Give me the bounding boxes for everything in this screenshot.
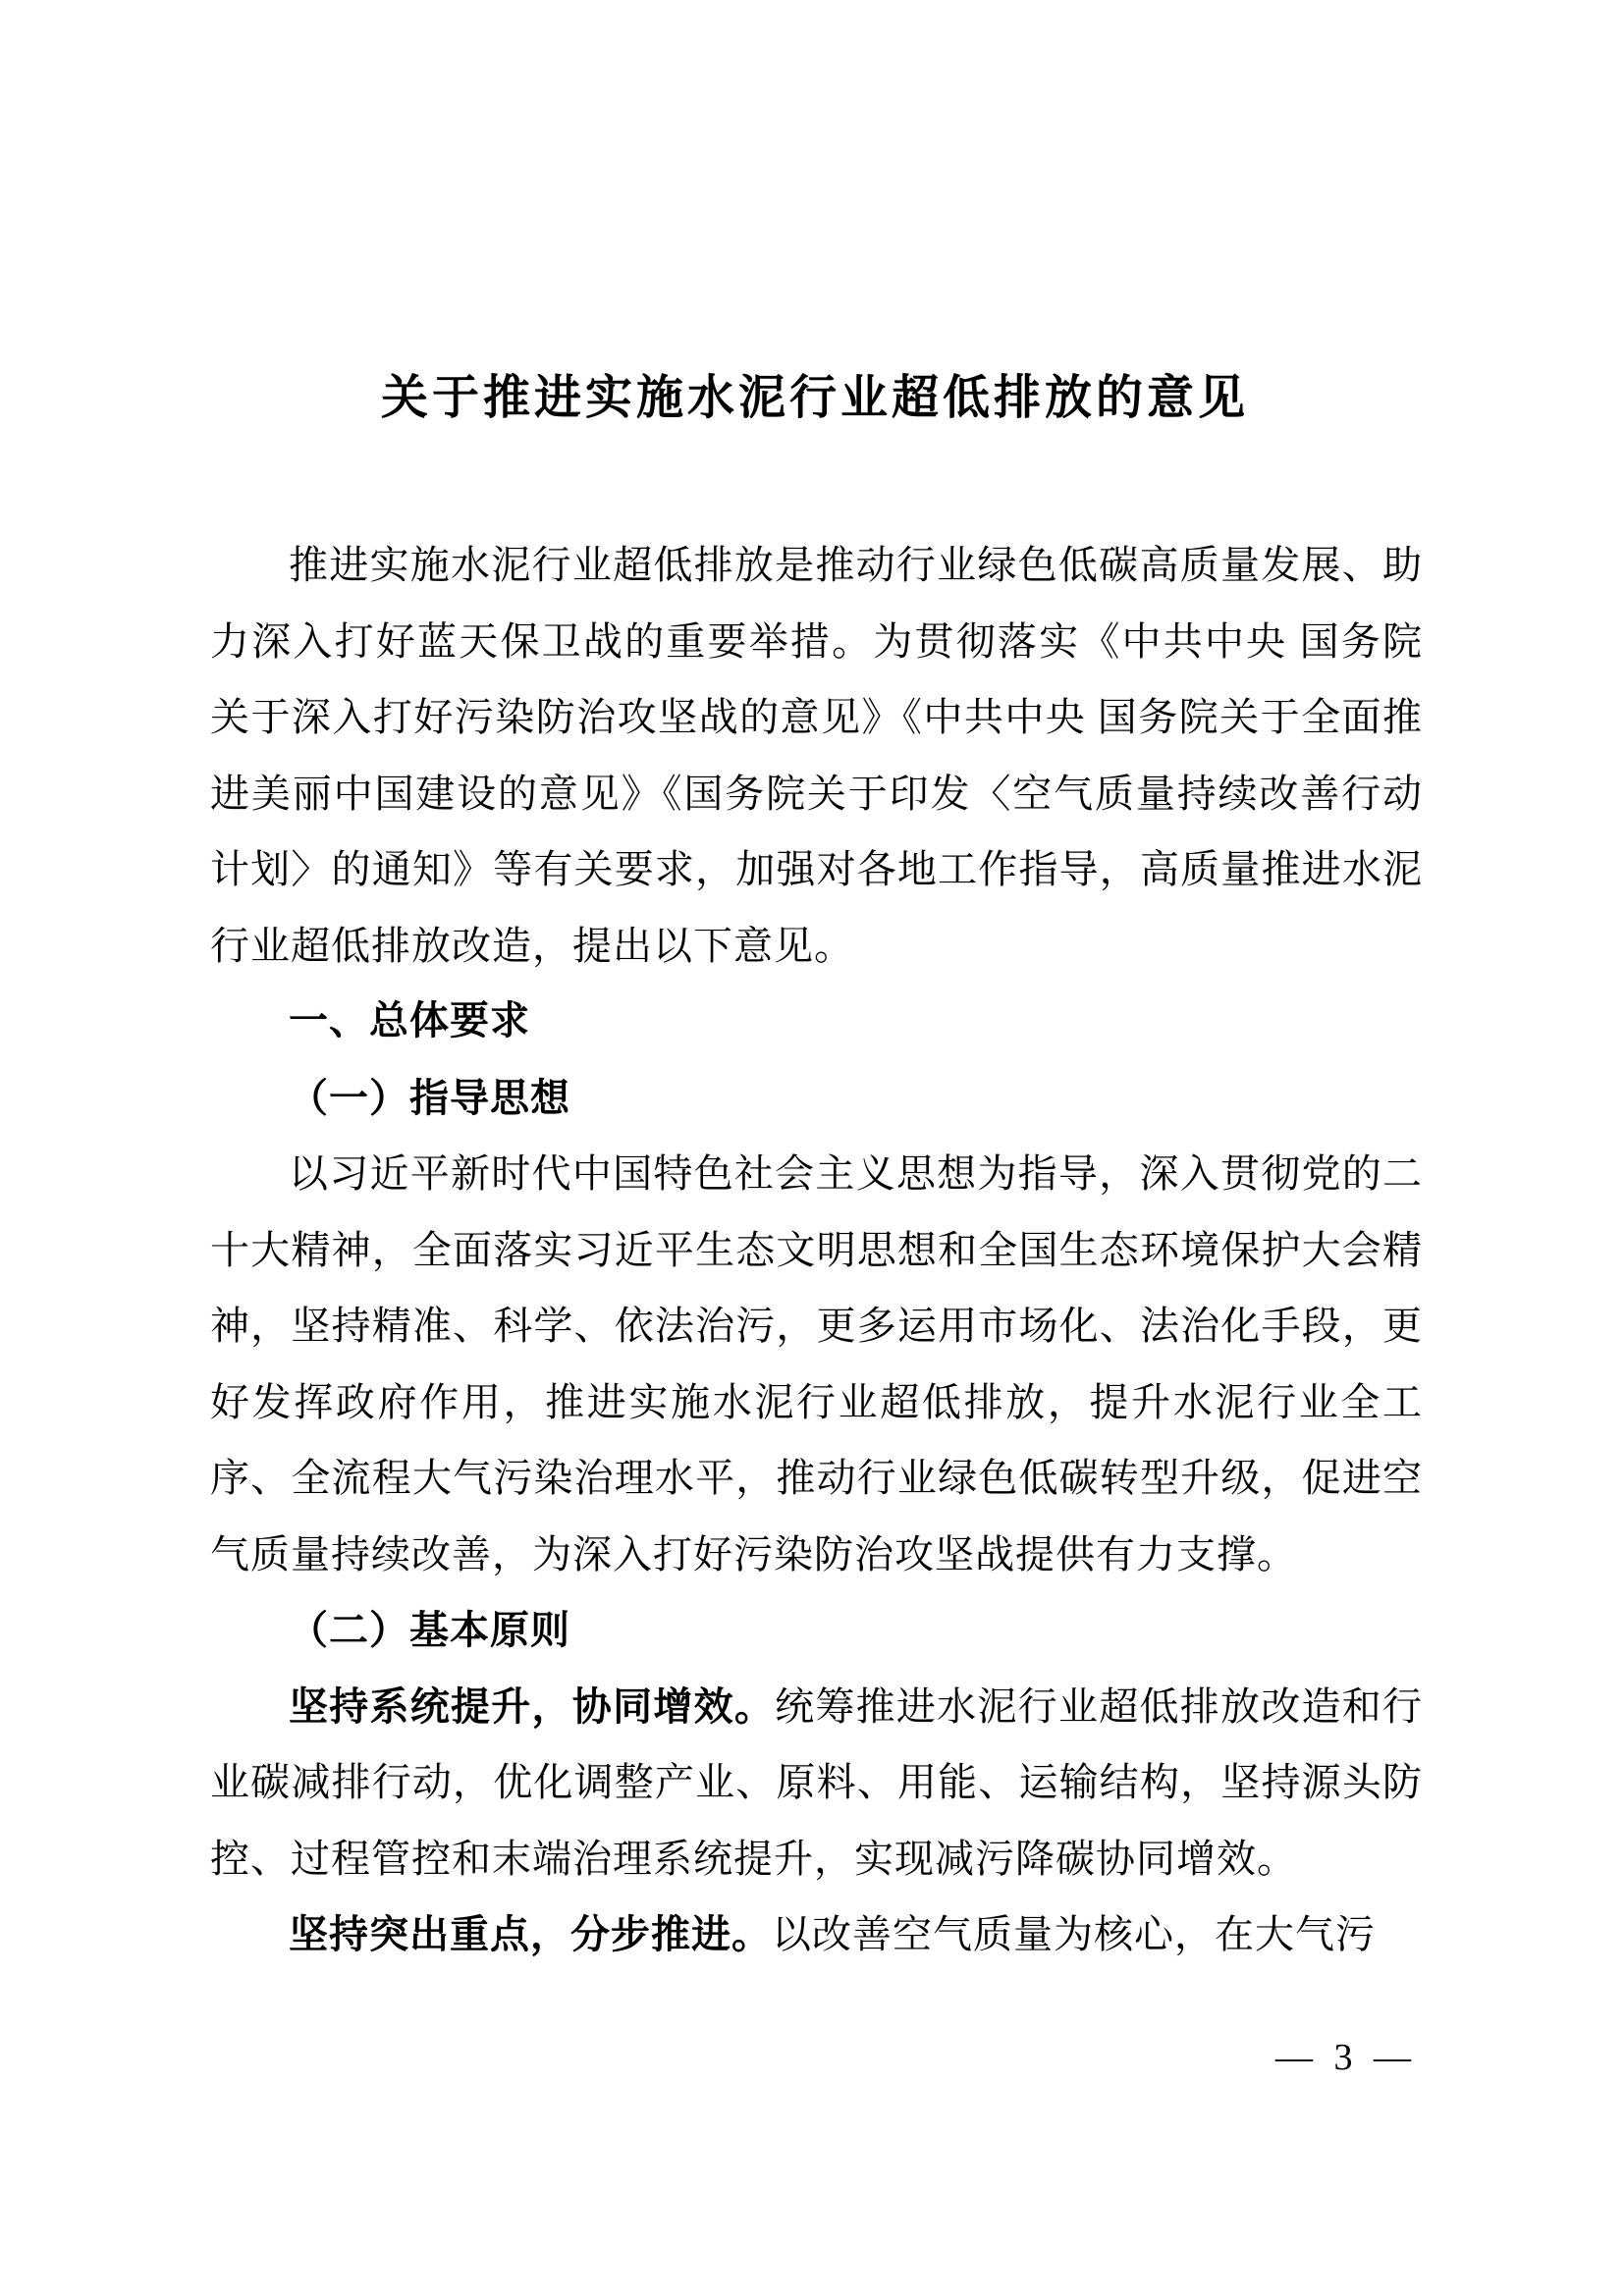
- paragraph-lead: 坚持突出重点，分步推进。: [289, 1912, 772, 1956]
- paragraph: 坚持突出重点，分步推进。以改善空气质量为核心，在大气污: [289, 1912, 1376, 1956]
- document-title: 关于推进实施水泥行业超低排放的意见: [380, 372, 1249, 424]
- paragraph: 推进实施水泥行业超低排放是推动行业绿色低碳高质量发展、助力深入打好蓝天保卫战的重要举措。为贯彻落实《中共中央 国务院关于深入打好污染防治攻坚战的意见》《中共中央 国务院关于全面推进美丽中国建设的意见》《国务院关于印发〈空气质量持续改善行动计划〉的通知》等有关要求，加强对各地工作指导，高质量推进水泥行业超低排放改造，提出以下意见。: [210, 543, 1423, 968]
- paragraph: 以习近平新时代中国特色社会主义思想为指导，深入贯彻党的二十大精神，全面落实习近平生态文明思想和全国生态环境保护大会精神，坚持精准、科学、依法治污，更多运用市场化、法治化手段，更好发挥政府作用，推进实施水泥行业超低排放，提升水泥行业全工序、全流程大气污染治理水平，推动行业绿色低碳转型升级，促进空气质量持续改善，为深入打好污染防治攻坚战提供有力支撑。: [210, 1151, 1423, 1576]
- page-number: — 3 —: [1275, 2037, 1417, 2078]
- paragraph-lead: 坚持系统提升，协同增效。: [289, 1683, 776, 1729]
- paragraph: 坚持系统提升，协同增效。统筹推进水泥行业超低排放改造和行业碳减排行动，优化调整产业、原料、用能、运输结构，坚持源头防控、过程管控和末端治理系统提升，实现减污降碳协同增效。: [210, 1683, 1424, 1881]
- subsection-heading: （二）基本原则: [289, 1608, 570, 1652]
- section-heading: 一、总体要求: [289, 999, 530, 1042]
- document-body: [210, 527, 1423, 1973]
- subsection-heading: （一）指导思想: [289, 1075, 570, 1120]
